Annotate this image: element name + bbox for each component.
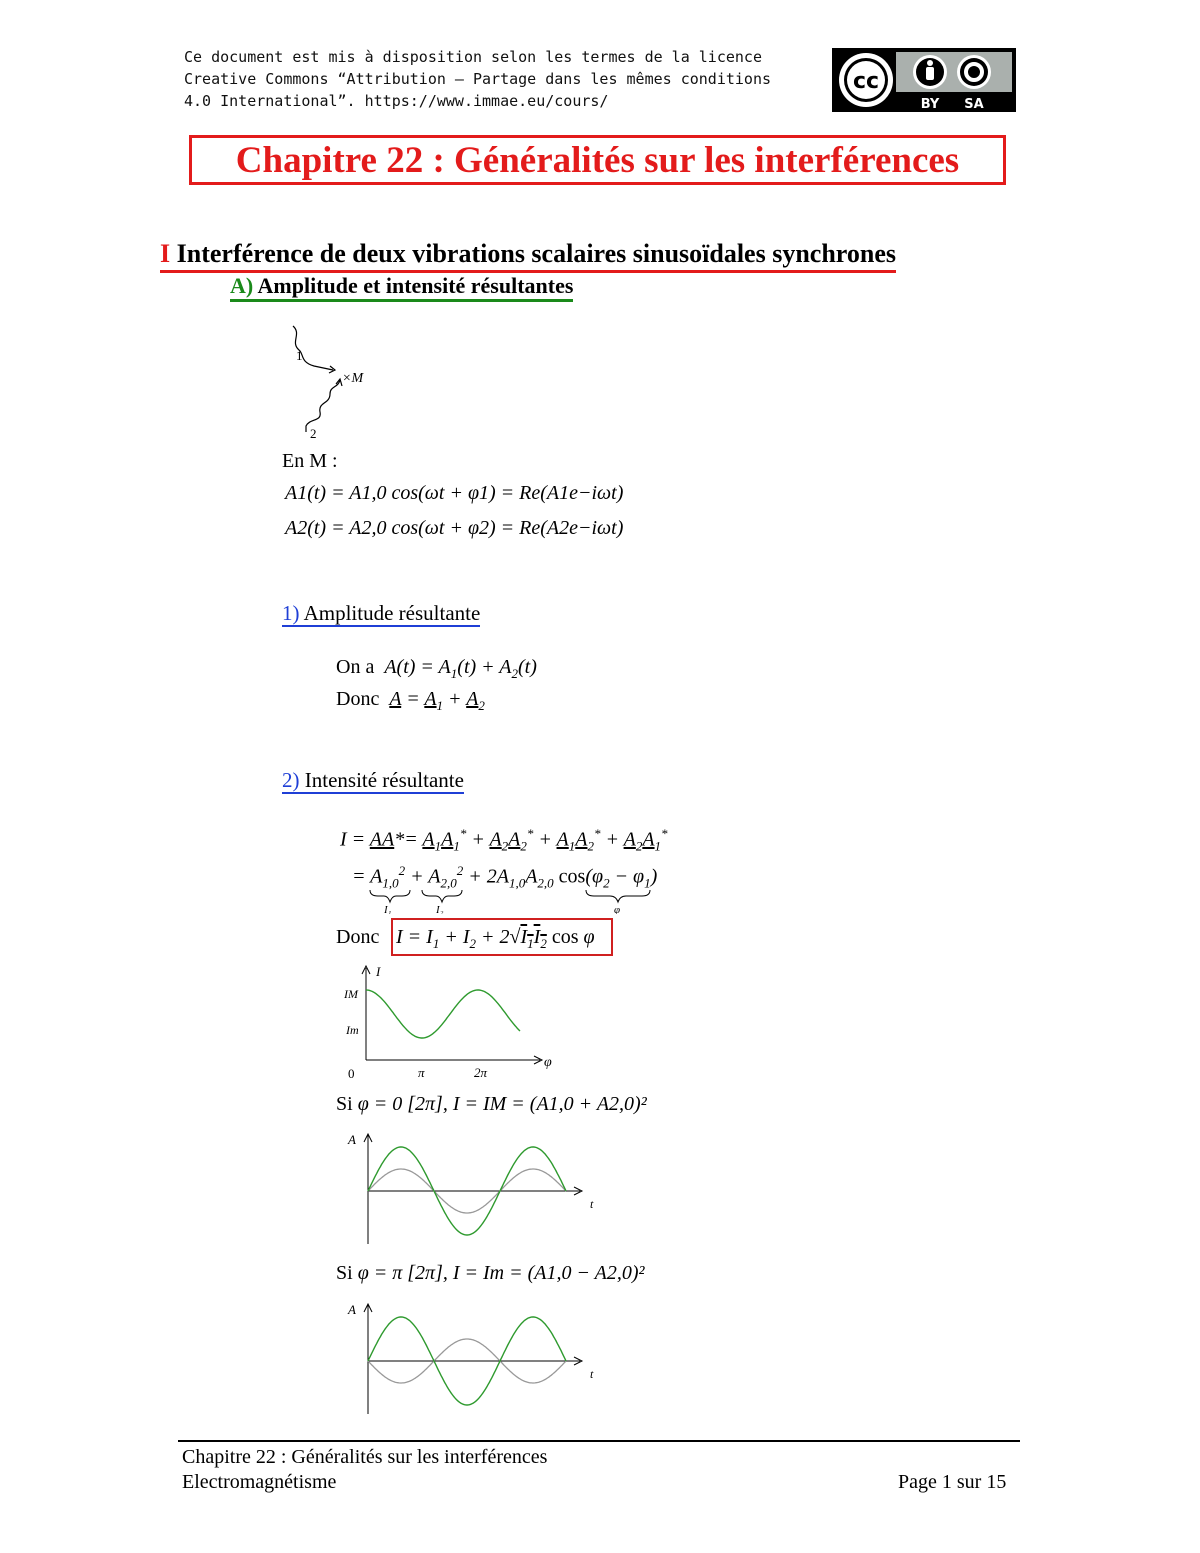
si-1-line (336, 1093, 647, 1116)
graph1-tick-2pi: 2π (474, 1065, 488, 1080)
on-a-line: On a $A(t) = A_1(t) + A_2(t)$ (336, 656, 537, 681)
svg-text:2: 2 (310, 426, 317, 441)
underbraces (366, 888, 656, 914)
equation-a2-text: A2(t) = A2,0 cos(ωt + φ2) = Re(A2e−iωt) (285, 517, 624, 539)
si-2-condition: φ = π [2π], I = Im = (A1,0 − A2,0)² (357, 1262, 645, 1284)
donc-line: Donc $A = A_1 + A_2$ (336, 688, 485, 713)
si-2-prefix: Si (336, 1262, 353, 1284)
part-2-heading (282, 768, 464, 794)
section-heading (160, 239, 896, 273)
footer-rule (178, 1440, 1020, 1442)
graph3-x-label: t (590, 1367, 594, 1381)
footer-page: Page 1 sur 15 (898, 1471, 1007, 1493)
license-line-3: 4.0 International”. https://www.immae.eu/cours/ (184, 92, 609, 110)
part-1-number: 1) (282, 601, 300, 625)
sa-icon (957, 55, 991, 89)
intensity-equation-2: = $A_{1,0}^2 + A_{2,0}^2 + 2A_{1,0}A_{2,0}$ $\cos(\varphi_2 - \varphi_1)$ (352, 863, 658, 891)
chapter-title-box (189, 135, 1006, 185)
svg-text:SA: SA (964, 97, 984, 112)
subsection-heading (230, 273, 573, 302)
equation-a1 (285, 482, 623, 505)
graph1-y-label: I (376, 964, 381, 979)
section-number: I (160, 239, 171, 268)
license-notice (184, 46, 771, 112)
en-m-label: En M : (282, 450, 338, 472)
intensity-graph (340, 962, 570, 1082)
graph2-y-label: A (348, 1132, 356, 1147)
graph3-y-label: A (348, 1302, 356, 1317)
svg-text:1: 1 (296, 348, 303, 363)
intensity-curve (366, 990, 520, 1038)
subsection-number: A) (230, 273, 254, 298)
graph2-x-label: t (590, 1197, 594, 1211)
svg-text:I₂: I₂ (436, 904, 444, 914)
svg-text:I₁: I₁ (384, 904, 392, 914)
footer-subject: Electromagnétisme (182, 1471, 337, 1493)
by-icon (913, 55, 947, 89)
part-1-heading (282, 601, 480, 627)
section-label: Interférence de deux vibrations scalaires sinusoïdales synchrones (176, 239, 896, 268)
si-2-line (336, 1262, 645, 1285)
intensity-formula: $I = I_1 + I_2 + 2√I_1I_2$ cos φ (396, 926, 595, 951)
svg-text:×M: ×M (342, 371, 364, 386)
in-phase-graph (340, 1128, 610, 1248)
graph1-origin: 0 (348, 1066, 355, 1081)
donc-2-label: Donc (336, 926, 380, 948)
graph1-tick-pi: π (418, 1065, 425, 1080)
part-1-label: Amplitude résultante (303, 601, 481, 625)
graph1-x-label: φ (544, 1055, 552, 1070)
svg-text:φ: φ (614, 904, 621, 914)
part-2-label: Intensité résultante (304, 768, 464, 792)
equation-a1-text: A1(t) = A1,0 cos(ωt + φ1) = Re(A1e−iωt) (285, 482, 624, 504)
svg-text:BY: BY (920, 97, 940, 112)
part-2-number: 2) (282, 768, 300, 792)
si-1-prefix: Si (336, 1093, 353, 1115)
subsection-label: Amplitude et intensité résultantes (257, 273, 574, 298)
intensity-equation-1: $I = AA*= A_1A_1^* + A_2A_2^* + A_1A_2^* + A_2A_1^*$ (340, 826, 668, 854)
donc-label: Donc (336, 688, 380, 710)
footer-chapter: Chapitre 22 : Généralités sur les interférences (182, 1446, 548, 1468)
svg-text:cc: cc (852, 69, 880, 94)
chapter-title: Chapitre 22 : Généralités sur les interférences (235, 139, 960, 181)
opposition-graph (340, 1298, 610, 1418)
on-a-label: On a (336, 656, 375, 678)
cc-by-sa-logo (832, 48, 1016, 112)
graph1-ymin: Im (346, 1023, 359, 1037)
graph1-ymax: IM (344, 987, 358, 1001)
two-wave-diagram (280, 320, 390, 445)
license-line-1: Ce document est mis à disposition selon les termes de la licence (184, 48, 762, 66)
equation-a2 (285, 517, 623, 540)
si-1-condition: φ = 0 [2π], I = IM = (A1,0 + A2,0)² (357, 1093, 647, 1115)
license-line-2: Creative Commons “Attribution – Partage dans les mêmes conditions (184, 70, 771, 88)
